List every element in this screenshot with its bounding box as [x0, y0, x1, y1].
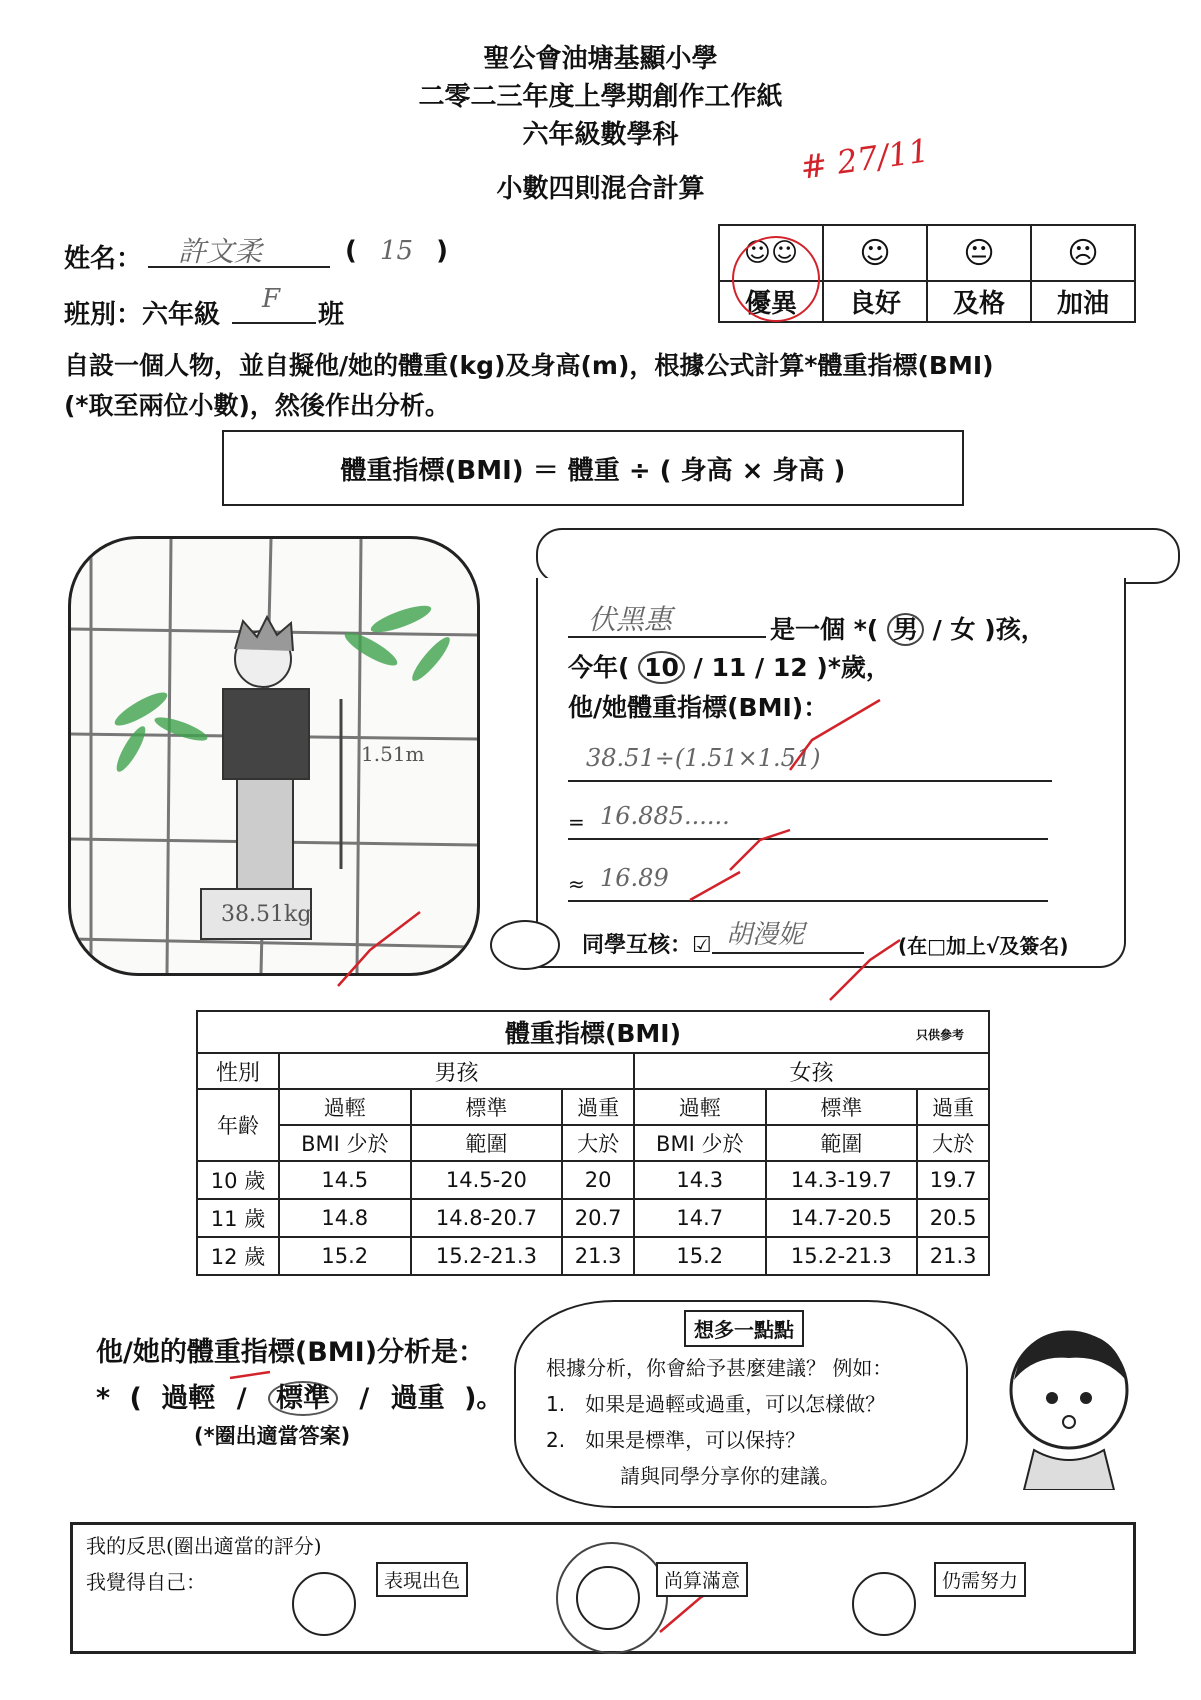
table-row [197, 1161, 989, 1199]
reflection-option-excellent[interactable]: 表現出色 [376, 1562, 468, 1597]
bmi-table-note: 只供參考 [915, 1028, 964, 1042]
reflection-prompt: 我覺得自己： [86, 1570, 206, 1594]
class-value: F [262, 284, 281, 314]
col-header: 範圍 [411, 1125, 563, 1161]
row-age: 10 歲 [197, 1161, 279, 1199]
analysis-option-underweight[interactable]: 過輕 [161, 1383, 216, 1414]
col-header: 標準 [411, 1089, 563, 1125]
rating-option-excellent[interactable]: 優異 [719, 281, 823, 322]
reflection-title: 我的反思(圈出適當的評分) [86, 1534, 322, 1558]
table-cell: 14.7 [634, 1199, 766, 1237]
table-cell: 20.7 [562, 1199, 634, 1237]
bmi-table-title-cell [197, 1011, 989, 1053]
weight-label: 38.51kg [221, 902, 312, 927]
gender-line: 是一個 *( 男 / 女 )孩， [770, 615, 1046, 644]
instruction-line2: (*取至兩位小數)，然後作出分析。 [64, 391, 450, 420]
gender-female-option[interactable]: 女 [950, 615, 976, 644]
character-name: 伏黑惠 [588, 603, 673, 636]
table-cell: 15.2-21.3 [411, 1237, 563, 1275]
bmi-table-title: 體重指標(BMI) [504, 1019, 682, 1048]
peer-check-label: 同學互核：☑ [582, 933, 712, 958]
bmi-reference-table [196, 1010, 990, 1276]
think-item-1: 1. 如果是過輕或過重，可以怎樣做？ [546, 1392, 886, 1416]
table-cell: 14.3 [634, 1161, 766, 1199]
age-header: 年齡 [197, 1089, 279, 1161]
col-header: 過輕 [634, 1089, 766, 1125]
col-header: BMI 少於 [279, 1125, 411, 1161]
age-option-12[interactable]: 12 [772, 653, 808, 682]
subject-title: 六年級數學科 [522, 120, 679, 150]
bmi-label: 他/她體重指標(BMI)： [568, 693, 829, 722]
reflection-option-needs-effort[interactable]: 仍需努力 [934, 1562, 1026, 1597]
height-label: 1.51m [361, 742, 425, 766]
name-value: 許文柔 [178, 235, 263, 268]
rating-face-good: ☺ [823, 225, 927, 281]
table-row [197, 1199, 989, 1237]
calc-line-3[interactable]: ≈ 16.89 [568, 864, 1048, 902]
rating-face-pass: 😐 [927, 225, 1031, 281]
col-header: 過重 [917, 1089, 989, 1125]
col-header: 標準 [766, 1089, 918, 1125]
age-option-11[interactable]: 11 [711, 653, 747, 682]
gender-header: 性別 [197, 1053, 279, 1089]
think-title: 想多一點點 [684, 1310, 804, 1347]
thinking-boy-icon [994, 1320, 1144, 1490]
needs-effort-face-icon[interactable] [852, 1572, 916, 1636]
girl-header: 女孩 [634, 1053, 989, 1089]
student-number: ( 15 ) [345, 236, 448, 266]
peer-signature: 胡漫妮 [726, 920, 805, 950]
table-cell: 14.3-19.7 [766, 1161, 918, 1199]
analysis-option-overweight[interactable]: 過重 [390, 1383, 445, 1414]
think-intro: 根據分析，你會給予甚麼建議？ 例如： [546, 1356, 893, 1380]
col-header: 過重 [562, 1089, 634, 1125]
instruction-line1: 自設一個人物，並自擬他/她的體重(kg)及身高(m)，根據公式計算*體重指標(BMI) [64, 351, 994, 380]
analysis-option-standard[interactable]: 標準 [268, 1381, 338, 1416]
class-label: 班別：六年級 [64, 300, 221, 330]
col-header: 過輕 [279, 1089, 411, 1125]
table-cell: 15.2 [634, 1237, 766, 1275]
age-option-10[interactable]: 10 [638, 651, 685, 684]
table-cell: 19.7 [917, 1161, 989, 1199]
school-name: 聖公會油塘基顯小學 [483, 44, 718, 74]
col-header: 範圍 [766, 1125, 918, 1161]
age-line: 今年( 10 / 11 / 12 )*歲， [568, 653, 891, 682]
think-closing: 請與同學分享你的建議。 [620, 1464, 840, 1488]
gender-male-option[interactable]: 男 [887, 613, 924, 646]
number-value: 15 [379, 236, 414, 266]
calc-line-2[interactable]: = 16.885...... [568, 802, 1048, 840]
table-cell: 20.5 [917, 1199, 989, 1237]
analysis-title: 他/她的體重指標(BMI)分析是： [96, 1337, 486, 1368]
calc-step-1: 38.51÷(1.51×1.51) [586, 744, 821, 772]
table-row [197, 1237, 989, 1275]
rating-option-pass[interactable]: 及格 [927, 281, 1031, 322]
excellent-face-icon[interactable] [292, 1572, 356, 1636]
table-cell: 14.8-20.7 [411, 1199, 563, 1237]
teacher-initials: # [797, 145, 830, 187]
calc-step-3: 16.89 [600, 864, 669, 892]
topic-title: 小數四則混合計算 [496, 174, 705, 204]
rating-option-good[interactable]: 良好 [823, 281, 927, 322]
table-cell: 14.5-20 [411, 1161, 563, 1199]
table-cell: 21.3 [917, 1237, 989, 1275]
rating-option-try[interactable]: 加油 [1031, 281, 1135, 322]
col-header: 大於 [562, 1125, 634, 1161]
table-cell: 15.2 [279, 1237, 411, 1275]
table-cell: 21.3 [562, 1237, 634, 1275]
name-label: 姓名： [64, 244, 143, 274]
peer-note: (在□加上√及簽名) [898, 934, 1069, 958]
think-item-2: 2. 如果是標準，可以保持？ [546, 1428, 806, 1452]
analysis-note: (*圈出適當答案) [194, 1424, 351, 1448]
table-cell: 14.5 [279, 1161, 411, 1199]
teacher-date: 27/11 [834, 131, 932, 182]
analysis-options: * ( 過輕 / 標準 / 過重 )。 [96, 1383, 504, 1414]
col-header: 大於 [917, 1125, 989, 1161]
table-cell: 14.8 [279, 1199, 411, 1237]
reflection-selected-circle [556, 1542, 668, 1654]
row-age: 12 歲 [197, 1237, 279, 1275]
formula-text: 體重指標(BMI) ＝ 體重 ÷ ( 身高 × 身高 ) [340, 455, 846, 486]
boy-header: 男孩 [279, 1053, 634, 1089]
rating-face-try: ☹ [1031, 225, 1135, 281]
table-cell: 14.7-20.5 [766, 1199, 918, 1237]
row-age: 11 歲 [197, 1199, 279, 1237]
class-suffix: 班 [318, 300, 345, 330]
col-header: BMI 少於 [634, 1125, 766, 1161]
table-cell: 20 [562, 1161, 634, 1199]
term-title: 二零二三年度上學期創作工作紙 [418, 82, 783, 112]
reflection-option-satisfied[interactable]: 尚算滿意 [656, 1562, 748, 1597]
rating-face-excellent: ☺☺ [719, 225, 823, 281]
calc-step-2: 16.885...... [600, 802, 730, 830]
table-cell: 15.2-21.3 [766, 1237, 918, 1275]
